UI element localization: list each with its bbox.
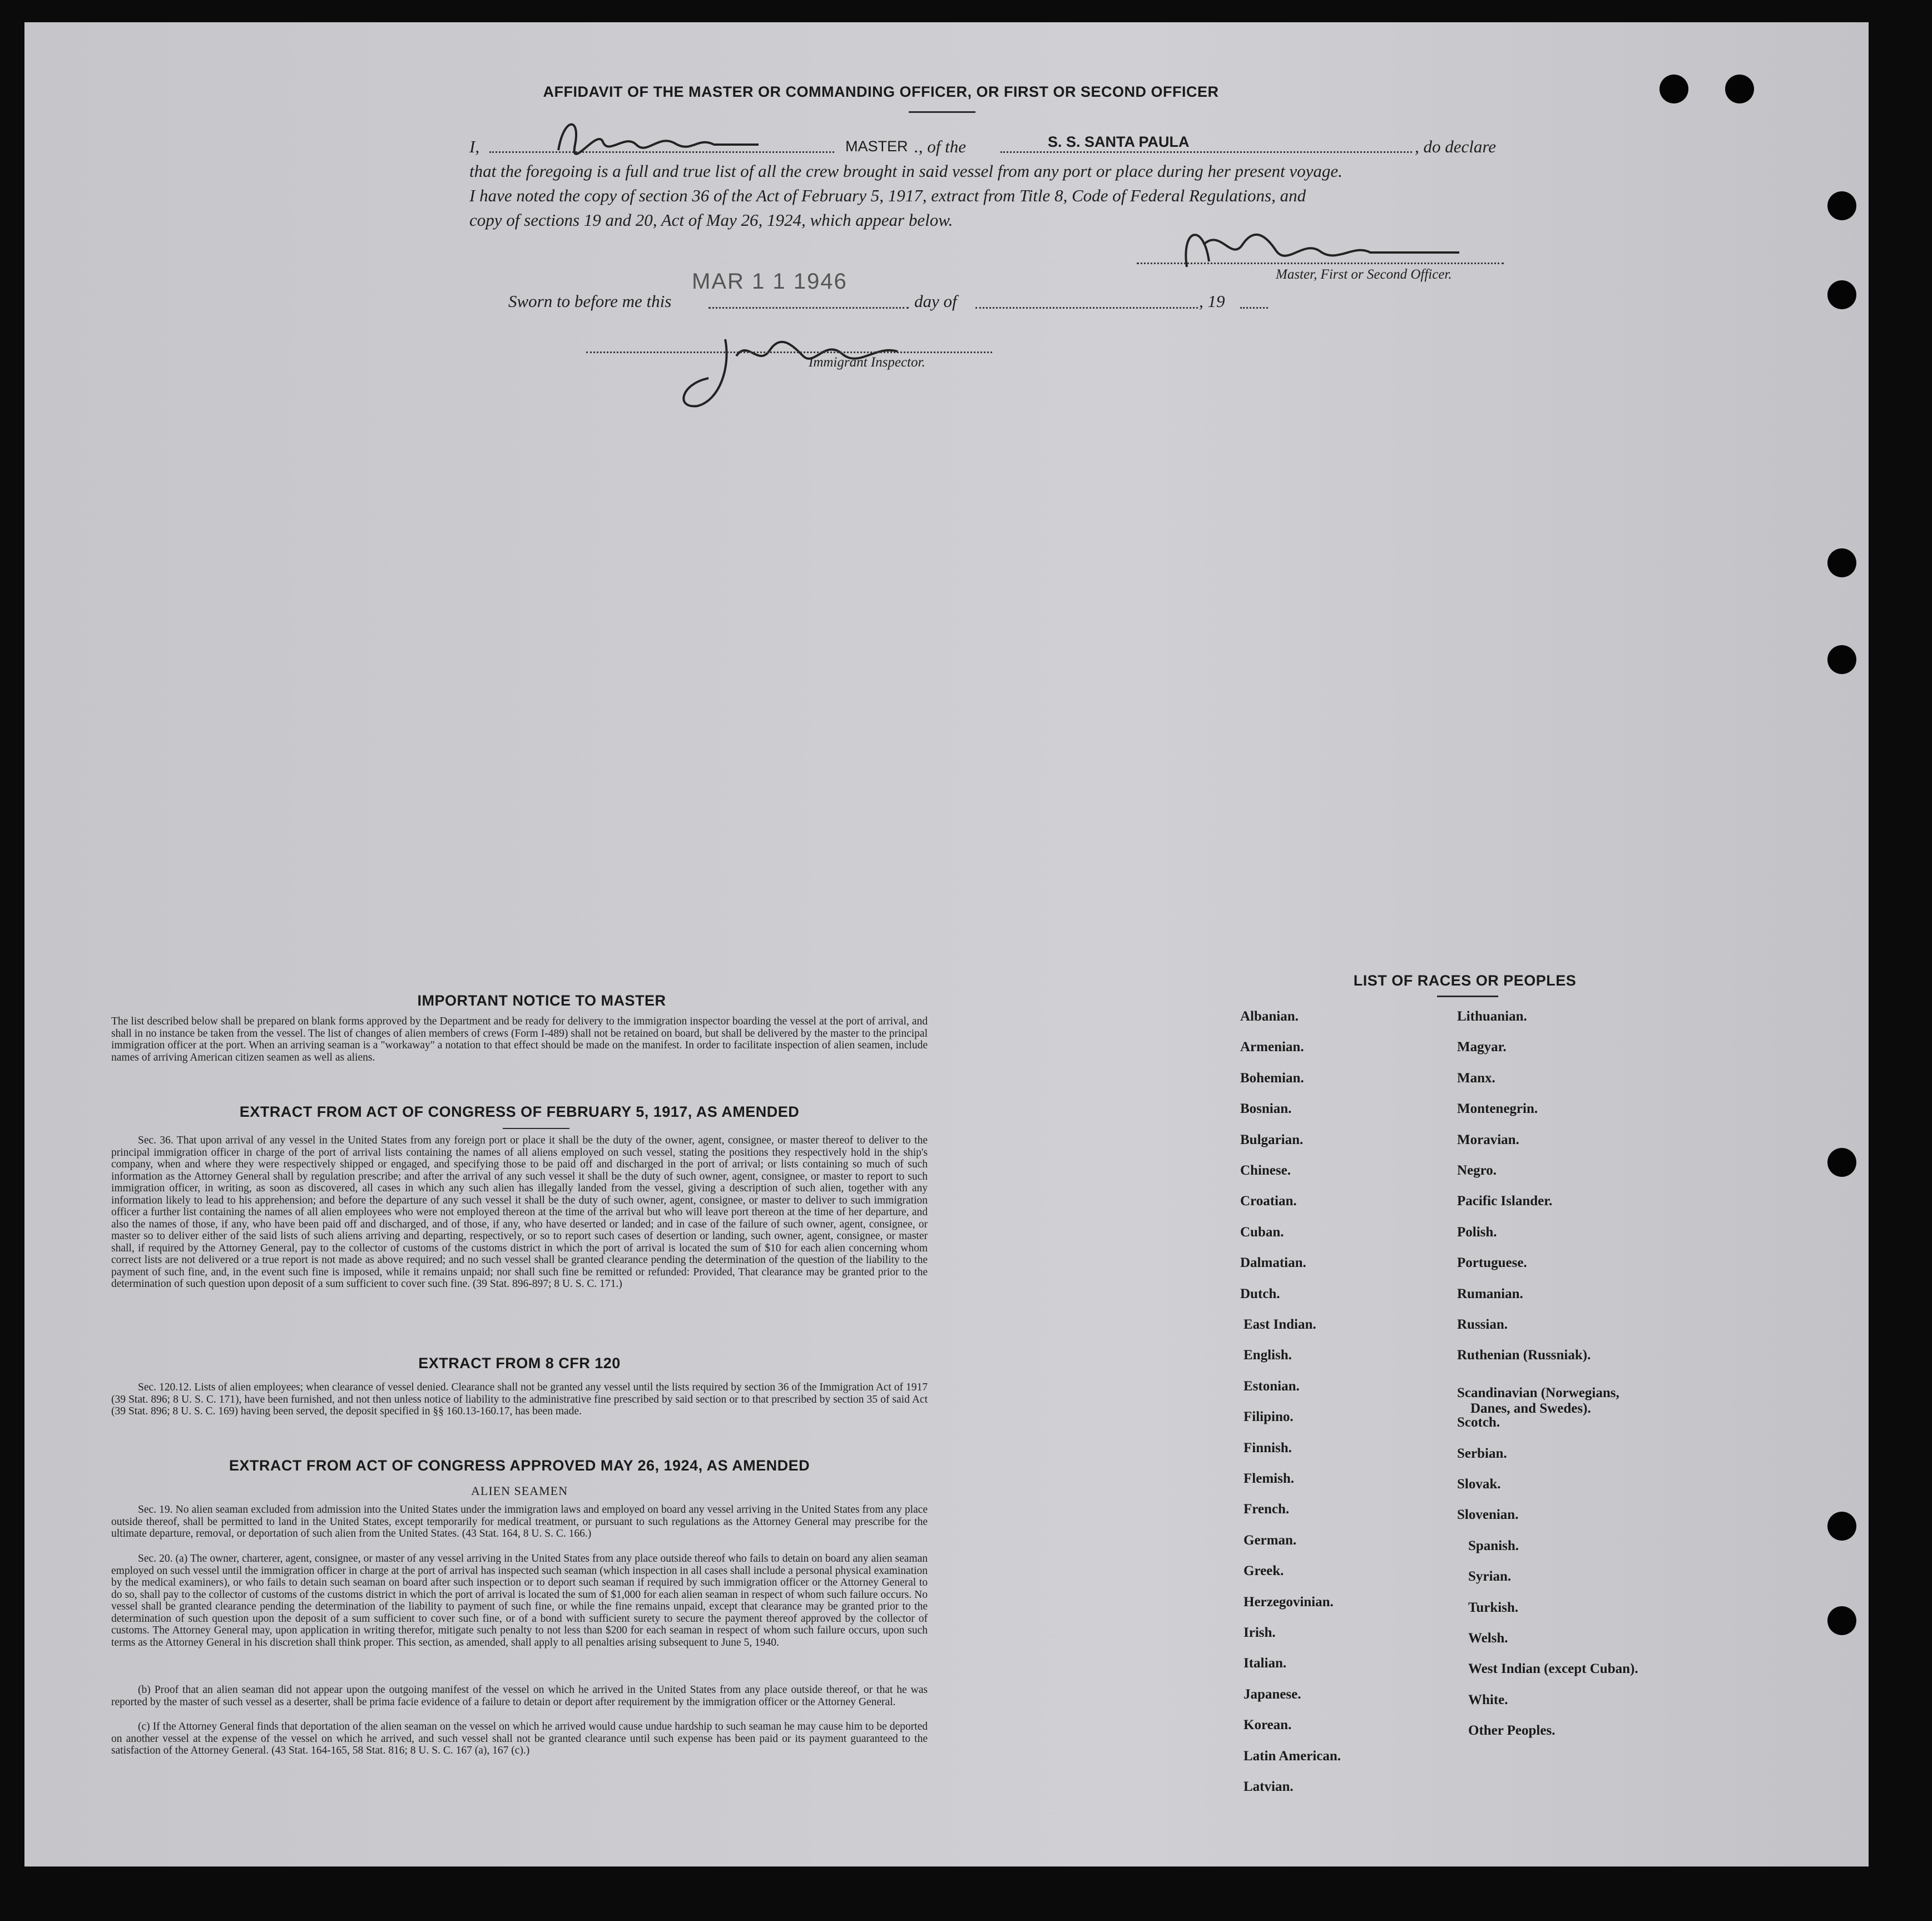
title-rule	[909, 111, 975, 113]
race-item: Cuban.	[1240, 1224, 1284, 1240]
race-item: Russian.	[1457, 1317, 1508, 1332]
notice-body: The list described below shall be prepared on blank forms approved by the Department and be ready for delivery to the immigration inspector boarding the vessel at the port of arrival, and shall in no instance be taken from the vessel. The list of changes of alien members of crews (Form I-489) shall not be retained on board, but shall be delivered by the master to the principal immigration officer at the port. When an arriving seaman is a "workaway" a notation to that effect should be made on the manifest. In order to facilitate inspection of alien seamen, include names of arriving American citizen seamen as well as aliens.	[111, 1016, 928, 1063]
extract-1924-title: EXTRACT FROM ACT OF CONGRESS APPROVED MAY 26, 1924, AS AMENDED	[229, 1457, 810, 1474]
punch-hole	[1827, 645, 1856, 674]
day-blank	[709, 307, 909, 309]
day-of-label: day of	[914, 291, 957, 311]
punch-hole	[1827, 191, 1856, 220]
race-item: Lithuanian.	[1457, 1009, 1527, 1024]
race-item: Finnish.	[1244, 1440, 1292, 1455]
race-item: Bosnian.	[1240, 1101, 1292, 1117]
officer-caption: Master, First or Second Officer.	[1276, 267, 1452, 282]
ship-name: S. S. SANTA PAULA	[1048, 133, 1190, 150]
race-item: Greek.	[1244, 1563, 1284, 1579]
officer-signature-line	[1137, 263, 1504, 264]
race-item: Danes, and Swedes).	[1470, 1400, 1591, 1416]
extract-1924-sec19: Sec. 19. No alien seaman excluded from admission into the United States under the immigration laws and employed on board any vessel arriving in the United States from any place outside thereof, shall be permitted to land in the United States, except temporarily for medical treatment, or pursuant to such regulations as the Attorney General may prescribe for the ultimate departure, removal, or deportation of such alien from the United States. (43 Stat. 164, 8 U. S. C. 166.)	[111, 1504, 928, 1539]
race-item: Turkish.	[1468, 1600, 1519, 1615]
race-item: Negro.	[1457, 1163, 1497, 1178]
punch-hole	[1827, 1148, 1856, 1177]
ship-blank	[1000, 151, 1412, 153]
notice-title: IMPORTANT NOTICE TO MASTER	[417, 992, 666, 1009]
race-item: Magyar.	[1457, 1039, 1507, 1055]
race-item: Pacific Islander.	[1457, 1194, 1553, 1209]
date-stamp: MAR 1 1 1946	[692, 269, 848, 294]
race-item: East Indian.	[1244, 1317, 1316, 1332]
sworn-label: Sworn to before me this	[508, 291, 672, 311]
race-item: English.	[1244, 1348, 1292, 1363]
race-item: White.	[1468, 1692, 1508, 1707]
race-item: Croatian.	[1240, 1194, 1297, 1209]
master-signature	[547, 111, 792, 161]
race-item: Slovak.	[1457, 1477, 1501, 1492]
race-item: Scotch.	[1457, 1415, 1500, 1430]
race-item: French.	[1244, 1502, 1290, 1517]
race-item: Scandinavian (Norwegians,	[1457, 1385, 1619, 1400]
race-item: Syrian.	[1468, 1569, 1512, 1585]
race-item: Rumanian.	[1457, 1286, 1523, 1301]
race-item: Bohemian.	[1240, 1070, 1304, 1086]
race-item: Welsh.	[1468, 1631, 1508, 1646]
race-item: Japanese.	[1244, 1686, 1301, 1702]
inspector-caption: Immigrant Inspector.	[809, 355, 925, 370]
race-item: Filipino.	[1244, 1409, 1294, 1425]
race-item: Latvian.	[1244, 1779, 1294, 1794]
race-item: Flemish.	[1244, 1471, 1294, 1486]
race-item: Moravian.	[1457, 1132, 1519, 1147]
race-item: Estonian.	[1244, 1378, 1300, 1394]
year-blank	[1240, 307, 1268, 309]
punch-hole	[1827, 1512, 1856, 1541]
race-item: Serbian.	[1457, 1445, 1507, 1461]
races-rule	[1437, 996, 1498, 997]
punch-hole	[1827, 1606, 1856, 1635]
extract-1924-sec20b: (b) Proof that an alien seaman did not appear upon the outgoing manifest of the vessel on which he arrived in the United States from any place outside thereof, or that he was reported by the master of such vessel as a deserter, shall be prima facie evidence of a failure to detain or deport after requirement by the immigration officer or the Attorney General.	[111, 1684, 928, 1708]
race-item: Spanish.	[1468, 1538, 1519, 1553]
race-item: Latin American.	[1244, 1748, 1341, 1764]
race-item: Chinese.	[1240, 1163, 1291, 1178]
form-sheet	[24, 22, 1869, 1866]
rank-field: MASTER	[845, 138, 908, 155]
extract-1924-sec20c: (c) If the Attorney General finds that deportation of the alien seaman on the vessel on which he arrived would cause undue hardship to such seaman he may cause him to be deported on another vessel at the expense of the vessel on which he arrived, and such vessel shall not be granted clearance until such expense has been paid or its payment guaranteed to the satisfaction of the Attorney General. (43 Stat. 164-165, 58 Stat. 816; 8 U. S. C. 167 (a), 167 (c).)	[111, 1721, 928, 1756]
affidavit-title: AFFIDAVIT OF THE MASTER OR COMMANDING OFFICER, OR FIRST OR SECOND OFFICER	[543, 83, 1219, 100]
affidavit-line2: that the foregoing is a full and true list of all the crew brought in said vessel from any port or place during her present voyage.	[469, 161, 1343, 181]
extract-cfr-title: EXTRACT FROM 8 CFR 120	[418, 1355, 621, 1372]
race-item: Italian.	[1244, 1656, 1287, 1671]
inspector-signature-line	[586, 351, 992, 353]
year-label: , 19	[1199, 291, 1225, 311]
race-item: Armenian.	[1240, 1039, 1304, 1055]
race-item: Herzegovinian.	[1244, 1594, 1334, 1610]
affidavit-of-the: ., of the	[914, 137, 966, 156]
race-item: German.	[1244, 1532, 1297, 1548]
month-blank	[975, 307, 1198, 309]
punch-hole	[1827, 548, 1856, 577]
race-item: Albanian.	[1240, 1009, 1299, 1024]
race-item: Other Peoples.	[1468, 1723, 1555, 1739]
race-item: Manx.	[1457, 1070, 1495, 1086]
extract-1924-subtitle: ALIEN SEAMEN	[471, 1484, 568, 1498]
race-item: Dutch.	[1240, 1286, 1280, 1301]
race-item: Slovenian.	[1457, 1507, 1519, 1523]
extract-1917-title: EXTRACT FROM ACT OF CONGRESS OF FEBRUARY 5, 1917, AS AMENDED	[239, 1103, 800, 1120]
race-item: Portuguese.	[1457, 1255, 1527, 1271]
race-item: Montenegrin.	[1457, 1101, 1538, 1117]
extract-1917-rule	[503, 1128, 569, 1129]
race-item: Irish.	[1244, 1625, 1276, 1640]
punch-hole	[1725, 75, 1754, 103]
punch-hole	[1827, 280, 1856, 309]
extract-cfr-body: Sec. 120.12. Lists of alien employees; when clearance of vessel denied. Clearance shall not be granted any vessel until the lists required by section 36 of the Immigration Act of 1917 (39 Stat. 896; 8 U. S. C. 171), have been furnished, and not then unless notice of liability to the administrative fine prescribed by said section or to that prescribed by section 35 of said Act (39 Stat. 896; 8 U. S. C. 169) having been served, the deposit specified in §§ 160.13-160.17, has been made.	[111, 1382, 928, 1417]
affidavit-line3: I have noted the copy of section 36 of the Act of February 5, 1917, extract from Title 8, Code of Federal Regulations, and	[469, 186, 1306, 205]
race-item: Ruthenian (Russniak).	[1457, 1348, 1591, 1363]
races-title: LIST OF RACES OR PEOPLES	[1353, 972, 1577, 989]
race-item: Bulgarian.	[1240, 1132, 1304, 1147]
affidavit-declare: , do declare	[1415, 137, 1497, 156]
punch-hole	[1659, 75, 1688, 103]
affidavit-i: I,	[469, 137, 480, 156]
race-item: Polish.	[1457, 1224, 1497, 1240]
extract-1917-body: Sec. 36. That upon arrival of any vessel in the United States from any foreign port or place it shall be the duty of the owner, agent, consignee, or master thereof to deliver to the principal immigration officer in charge of the port of arrival lists containing the names of all aliens employed on such vessel, stating the positions they respectively hold in the ship's company, when and where they were respectively shipped or engaged, and specifying those to be paid off and discharged in the port of arrival; or lists containing so much of such information as the Attorney General shall by regulation prescribe; and after the arrival of any such vessel it shall be the duty of such owner, agent, consignee, or master to report to such immigration officer, in writing, as soon as discovered, all cases in which any such alien has illegally landed from the vessel, giving a description of such alien, together with any information likely to lead to his apprehension; and before the departure of any such vessel it shall be the duty of such owner, agent, consignee, or master to deliver to such immigration officer a further list containing the names of all alien employees who were not employed thereon at the time of the arrival but who will leave port thereon at the time of her departure, and also the names of those, if any, who have been paid off and discharged, and of those, if any, who have deserted or landed; and in case of the failure of such owner, agent, consignee, or master so to deliver either of the said lists of such aliens arriving and departing, respectively, or so to report such cases of desertion or landing, such owner, agent, consignee, or master shall, if required by the Attorney General, pay to the collector of customs of the customs district in which the port of arrival is located the sum of $10 for each alien concerning whom correct lists are not delivered or a true report is not made as above required; and no such vessel shall be granted clearance pending the determination of the question of the liability to the payment of such fine, and, in the event such fine is imposed, while it remains unpaid; nor shall such fine be remitted or refunded: Provided, That clearance may be granted prior to the determination of such question upon deposit of a sum sufficient to cover such fine. (39 Stat. 896-897; 8 U. S. C. 171.)	[111, 1135, 928, 1290]
race-item: Dalmatian.	[1240, 1255, 1306, 1271]
race-item: Korean.	[1244, 1717, 1292, 1733]
extract-1924-sec20a: Sec. 20. (a) The owner, charterer, agent, consignee, or master of any vessel arriving in the United States from any place outside thereof who fails to detain on board any alien seaman employed on such vessel until the immigration officer in charge at the port of arrival has inspected such seaman (which inspection in all cases shall include a personal physical examination by the medical examiners), or who fails to detain such seaman on board after such inspection or to deport such seaman if required by such immigration officer or the Attorney General to do so, shall pay to the collector of customs of the customs district in which the port of arrival is located the sum of $1,000 for each alien seaman in respect of whom such failure occurs. No vessel shall be granted clearance pending the determination of the liability to payment of such fine, or while the fine remains unpaid, except that clearance may be granted prior to the determination of such question upon the deposit of a sum sufficient to cover such fine, or of a bond with sufficient surety to secure the payment thereof approved by the collector of customs. The Attorney General may, upon application in writing therefor, mitigate such penalty to not less than $200 for each seaman in respect of whom such failure occurs, upon such terms as the Attorney General in his discretion shall think proper. This section, as amended, shall apply to all penalties arising subsequent to June 5, 1940.	[111, 1553, 928, 1648]
race-item: West Indian (except Cuban).	[1468, 1661, 1638, 1677]
affidavit-line4: copy of sections 19 and 20, Act of May 26, 1924, which appear below.	[469, 210, 953, 230]
